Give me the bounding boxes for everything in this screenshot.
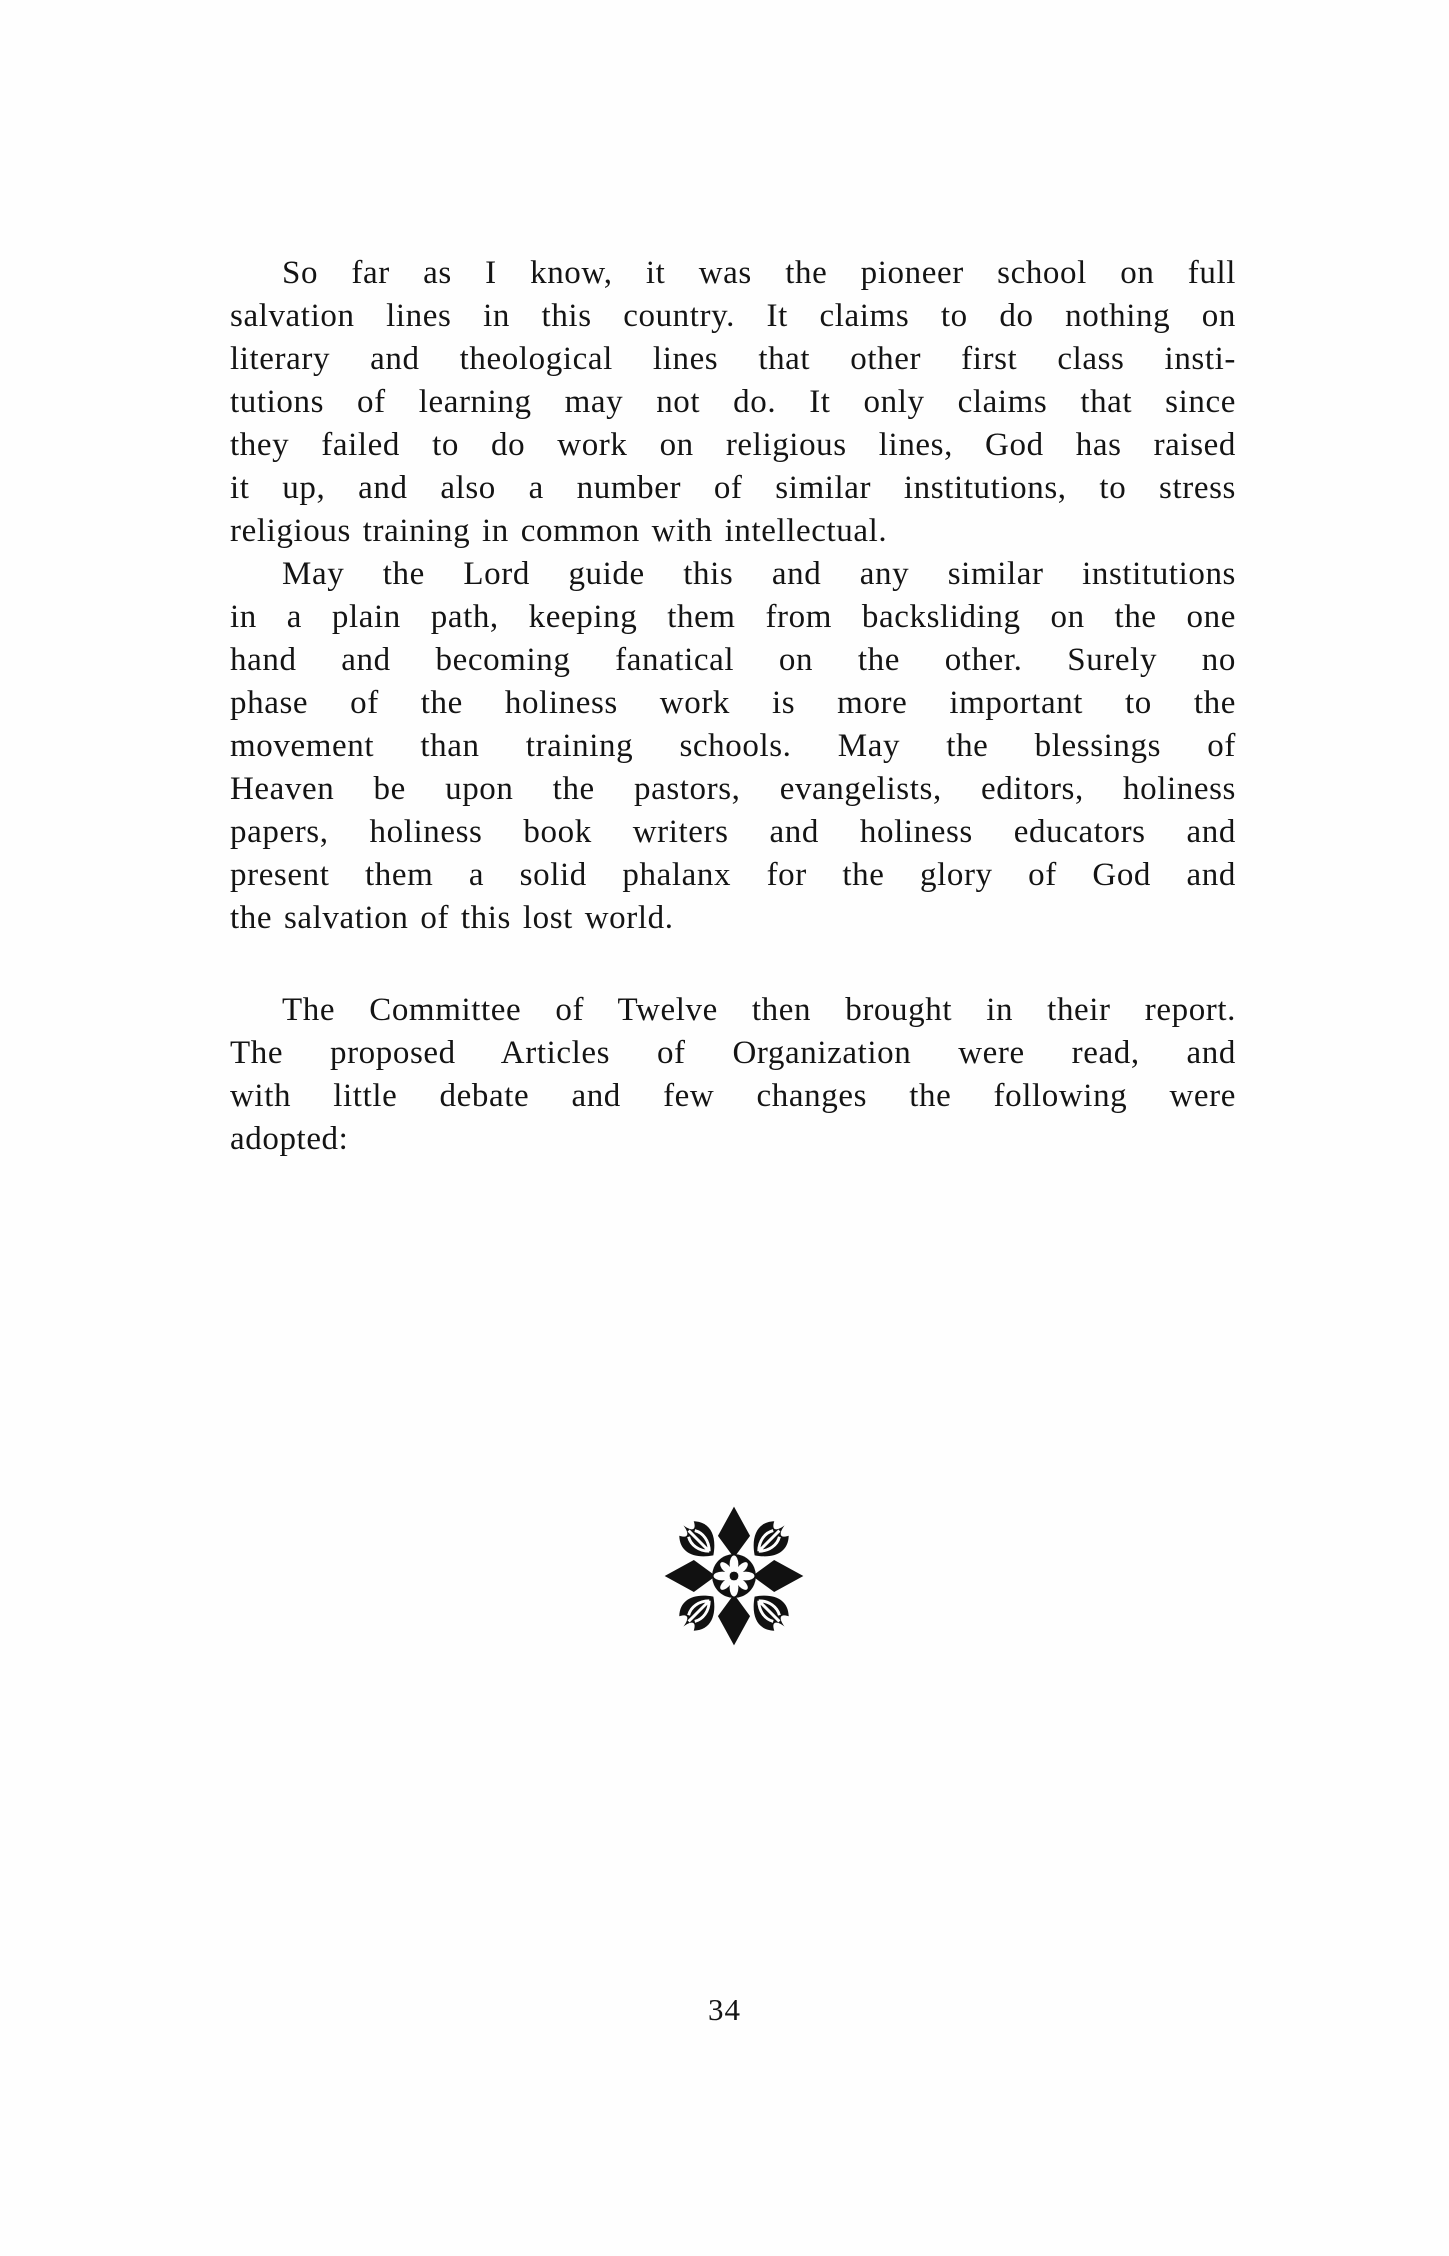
paragraph-line: phase of the holiness work is more important to the [230, 685, 1236, 721]
paragraph-line: papers, holiness book writers and holiness educators and [230, 814, 1236, 850]
paragraph-line: in a plain path, keeping them from backsliding on the one [230, 599, 1236, 635]
page-number: 34 [708, 1992, 741, 2027]
paragraph-line: they failed to do work on religious lines, God has raised [230, 427, 1236, 463]
paragraph-line: So far as I know, it was the pioneer school on full [282, 255, 1236, 291]
paragraph-line: adopted: [230, 1121, 349, 1157]
paragraph-line: Heaven be upon the pastors, evangelists, editors, holiness [230, 771, 1236, 807]
paragraph-line: religious training in common with intellectual. [230, 513, 888, 549]
paragraph-line: The proposed Articles of Organization were read, and [230, 1035, 1236, 1071]
paragraph-line: The Committee of Twelve then brought in their report. [282, 992, 1236, 1028]
paragraph-line: with little debate and few changes the following were [230, 1078, 1236, 1114]
body-text-bottom [230, 989, 1236, 1161]
body-text-top [230, 252, 1236, 940]
paragraph-line: present them a solid phalanx for the glory of God and [230, 857, 1236, 893]
paragraph-line: hand and becoming fanatical on the other. Surely no [230, 642, 1236, 678]
paragraph-2 [230, 553, 1236, 940]
paragraph-line: salvation lines in this country. It claims to do nothing on [230, 298, 1236, 334]
paragraph-3 [230, 989, 1236, 1161]
paragraph-line: literary and theological lines that other first class insti- [230, 341, 1236, 377]
paragraph-line: May the Lord guide this and any similar institutions [282, 556, 1236, 592]
paragraph-line: it up, and also a number of similar institutions, to stress [230, 470, 1236, 506]
paragraph-line: tutions of learning may not do. It only claims that since [230, 384, 1236, 420]
floral-ornament-icon [661, 1500, 807, 1652]
paragraph-1 [230, 252, 1236, 553]
paragraph-line: the salvation of this lost world. [230, 900, 674, 936]
paragraph-line: movement than training schools. May the blessings of [230, 728, 1236, 764]
